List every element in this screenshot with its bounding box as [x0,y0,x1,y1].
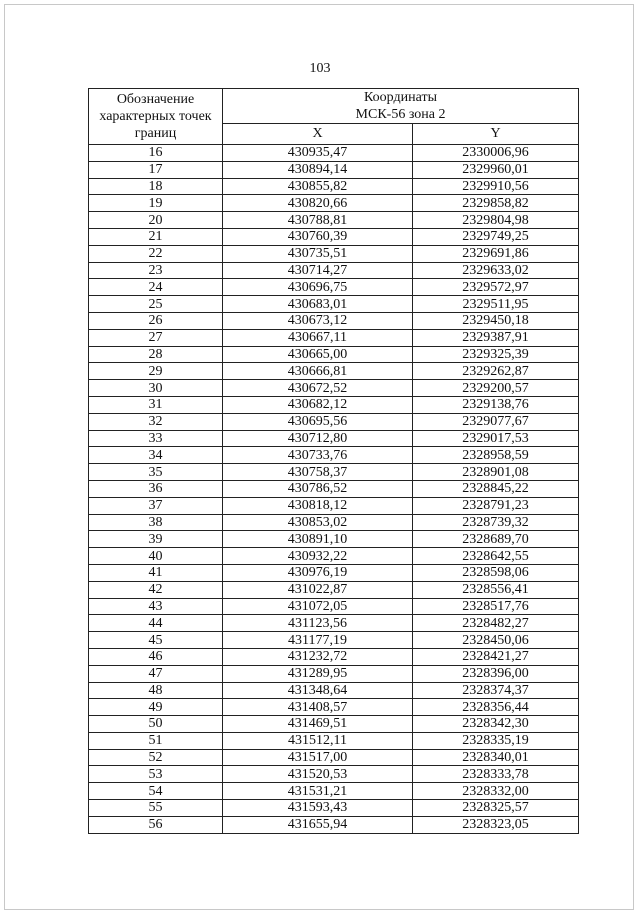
point-number-cell: 56 [89,816,223,833]
x-coordinate-cell: 431177,19 [223,632,413,649]
x-coordinate-cell: 431512,11 [223,732,413,749]
y-coordinate-cell: 2328325,57 [413,800,579,817]
table-row [89,145,579,162]
point-number-cell: 45 [89,632,223,649]
y-coordinate-cell: 2328901,08 [413,464,579,481]
x-coordinate-cell: 430735,51 [223,245,413,262]
table-row [89,581,579,598]
point-number-cell: 27 [89,329,223,346]
table-row [89,161,579,178]
y-coordinate-cell: 2328689,70 [413,531,579,548]
y-coordinate-cell: 2328396,00 [413,665,579,682]
x-coordinate-cell: 430853,02 [223,514,413,531]
table-row [89,497,579,514]
y-coordinate-cell: 2329325,39 [413,346,579,363]
x-coordinate-cell: 430712,80 [223,430,413,447]
point-number-cell: 34 [89,447,223,464]
x-coordinate-cell: 430976,19 [223,564,413,581]
point-number-cell: 37 [89,497,223,514]
y-coordinate-cell: 2329691,86 [413,245,579,262]
y-coordinate-cell: 2329804,98 [413,212,579,229]
point-designation-header: Обозначение характерных точек границ [89,89,223,145]
table-row [89,279,579,296]
coordinates-title: Координаты [364,90,437,105]
table-row [89,212,579,229]
table-row [89,665,579,682]
y-coordinate-cell: 2329858,82 [413,195,579,212]
y-coordinate-cell: 2328739,32 [413,514,579,531]
point-number-cell: 33 [89,430,223,447]
point-number-cell: 24 [89,279,223,296]
table-row [89,346,579,363]
point-number-cell: 51 [89,732,223,749]
x-coordinate-cell: 431593,43 [223,800,413,817]
x-coordinate-cell: 430818,12 [223,497,413,514]
x-coordinate-cell: 430786,52 [223,480,413,497]
x-coordinate-cell: 431469,51 [223,716,413,733]
y-coordinate-cell: 2328845,22 [413,480,579,497]
x-coordinate-cell: 430695,56 [223,413,413,430]
table-row [89,262,579,279]
y-coordinate-cell: 2329387,91 [413,329,579,346]
y-coordinate-cell: 2328642,55 [413,548,579,565]
x-coordinate-cell: 430932,22 [223,548,413,565]
table-row [89,363,579,380]
table-row [89,464,579,481]
x-coordinate-cell: 431517,00 [223,749,413,766]
y-coordinate-cell: 2328374,37 [413,682,579,699]
x-coordinate-cell: 430696,75 [223,279,413,296]
x-coordinate-cell: 430667,11 [223,329,413,346]
x-coordinate-cell: 430672,52 [223,380,413,397]
point-number-cell: 52 [89,749,223,766]
y-coordinate-cell: 2328598,06 [413,564,579,581]
x-coordinate-cell: 430733,76 [223,447,413,464]
x-coordinate-cell: 430855,82 [223,178,413,195]
y-coordinate-cell: 2328333,78 [413,766,579,783]
x-coordinate-cell: 430666,81 [223,363,413,380]
table-row [89,800,579,817]
x-coordinate-cell: 430665,00 [223,346,413,363]
table-row [89,766,579,783]
table-row [89,816,579,833]
point-number-cell: 47 [89,665,223,682]
point-number-cell: 25 [89,296,223,313]
table-row [89,615,579,632]
point-number-cell: 36 [89,480,223,497]
point-number-cell: 44 [89,615,223,632]
x-coordinate-cell: 431520,53 [223,766,413,783]
table-row [89,480,579,497]
y-coordinate-cell: 2328958,59 [413,447,579,464]
y-coordinate-cell: 2329200,57 [413,380,579,397]
x-coordinate-cell: 430760,39 [223,228,413,245]
table-row [89,682,579,699]
point-number-cell: 16 [89,145,223,162]
point-number-cell: 40 [89,548,223,565]
coordinates-header [223,89,579,124]
point-number-cell: 43 [89,598,223,615]
x-coordinate-cell: 431655,94 [223,816,413,833]
y-coordinate-cell: 2328517,76 [413,598,579,615]
x-coordinate-cell: 431022,87 [223,581,413,598]
coordinates-table [88,88,579,834]
y-coordinate-cell: 2328340,01 [413,749,579,766]
point-number-cell: 49 [89,699,223,716]
point-number-cell: 41 [89,564,223,581]
x-coordinate-cell: 430891,10 [223,531,413,548]
table-row [89,245,579,262]
table-row [89,396,579,413]
x-coordinate-cell: 430758,37 [223,464,413,481]
y-coordinate-cell: 2330006,96 [413,145,579,162]
table-row [89,632,579,649]
y-coordinate-cell: 2328356,44 [413,699,579,716]
point-number-cell: 46 [89,648,223,665]
point-number-cell: 55 [89,800,223,817]
x-column-header: X [223,124,413,145]
y-coordinate-cell: 2329511,95 [413,296,579,313]
x-coordinate-cell: 430935,47 [223,145,413,162]
table-row [89,548,579,565]
y-coordinate-cell: 2328335,19 [413,732,579,749]
x-coordinate-cell: 431408,57 [223,699,413,716]
point-number-cell: 53 [89,766,223,783]
point-number-cell: 42 [89,581,223,598]
table-row [89,598,579,615]
point-number-cell: 48 [89,682,223,699]
y-coordinate-cell: 2328482,27 [413,615,579,632]
y-coordinate-cell: 2329077,67 [413,413,579,430]
table-row [89,430,579,447]
x-coordinate-cell: 431072,05 [223,598,413,615]
x-coordinate-cell: 431123,56 [223,615,413,632]
point-number-cell: 20 [89,212,223,229]
table-row [89,648,579,665]
x-coordinate-cell: 430682,12 [223,396,413,413]
point-number-cell: 38 [89,514,223,531]
y-coordinate-cell: 2329910,56 [413,178,579,195]
x-coordinate-cell: 430673,12 [223,312,413,329]
y-coordinate-cell: 2328332,00 [413,783,579,800]
table-row [89,413,579,430]
table-row [89,783,579,800]
x-coordinate-cell: 431289,95 [223,665,413,682]
table-row [89,447,579,464]
point-number-cell: 22 [89,245,223,262]
point-number-cell: 29 [89,363,223,380]
point-number-cell: 23 [89,262,223,279]
x-coordinate-cell: 430683,01 [223,296,413,313]
y-coordinate-cell: 2328421,27 [413,648,579,665]
point-number-cell: 30 [89,380,223,397]
y-coordinate-cell: 2329262,87 [413,363,579,380]
table-row [89,716,579,733]
y-coordinate-cell: 2328450,06 [413,632,579,649]
table-row [89,531,579,548]
table-row [89,564,579,581]
y-coordinate-cell: 2329572,97 [413,279,579,296]
table-row [89,195,579,212]
y-coordinate-cell: 2329138,76 [413,396,579,413]
table-row [89,699,579,716]
coordinates-rows [89,145,579,834]
x-coordinate-cell: 431348,64 [223,682,413,699]
table-row [89,380,579,397]
page-number: 103 [309,61,331,76]
x-coordinate-cell: 431531,21 [223,783,413,800]
x-coordinate-cell: 431232,72 [223,648,413,665]
y-coordinate-cell: 2329450,18 [413,312,579,329]
table-row [89,514,579,531]
point-number-cell: 26 [89,312,223,329]
table-row [89,228,579,245]
point-number-cell: 54 [89,783,223,800]
point-number-cell: 32 [89,413,223,430]
table-row [89,749,579,766]
point-number-cell: 18 [89,178,223,195]
coordinate-system-label: МСК-56 зона 2 [355,107,446,122]
y-coordinate-cell: 2328323,05 [413,816,579,833]
point-number-cell: 17 [89,161,223,178]
x-coordinate-cell: 430788,81 [223,212,413,229]
y-column-header: Y [413,124,579,145]
point-number-cell: 19 [89,195,223,212]
point-number-cell: 28 [89,346,223,363]
point-number-cell: 39 [89,531,223,548]
point-number-cell: 21 [89,228,223,245]
table-row [89,329,579,346]
y-coordinate-cell: 2328791,23 [413,497,579,514]
point-number-cell: 35 [89,464,223,481]
table-row [89,178,579,195]
y-coordinate-cell: 2329017,53 [413,430,579,447]
y-coordinate-cell: 2329749,25 [413,228,579,245]
x-coordinate-cell: 430894,14 [223,161,413,178]
table-row [89,312,579,329]
point-number-cell: 31 [89,396,223,413]
y-coordinate-cell: 2328342,30 [413,716,579,733]
x-coordinate-cell: 430820,66 [223,195,413,212]
y-coordinate-cell: 2328556,41 [413,581,579,598]
x-coordinate-cell: 430714,27 [223,262,413,279]
y-coordinate-cell: 2329633,02 [413,262,579,279]
y-coordinate-cell: 2329960,01 [413,161,579,178]
table-row [89,296,579,313]
table-row [89,732,579,749]
point-number-cell: 50 [89,716,223,733]
